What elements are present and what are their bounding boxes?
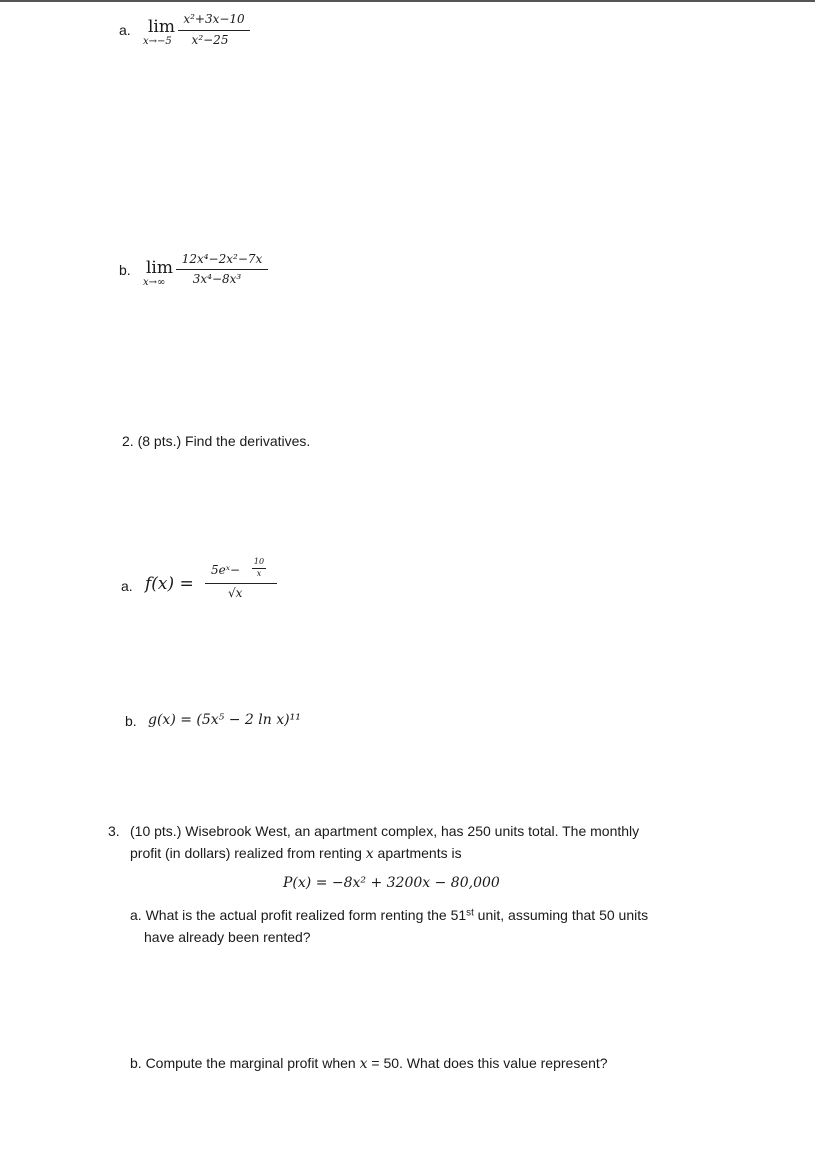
problem-3b-text: b. Compute the marginal profit when x = 50. What does this value represent? xyxy=(130,1055,608,1072)
profit-equation: P(x) = −8x² + 3200x − 80,000 xyxy=(283,875,500,891)
problem-1a-lim-subscript: x→−5 xyxy=(143,36,172,47)
problem-1b-lim: lim xyxy=(146,258,173,278)
problem-1b-numerator: 12x⁴−2x²−7x xyxy=(181,252,263,266)
problem-2a-small-denominator: x xyxy=(256,569,262,578)
problem-2a-label: a. xyxy=(121,578,133,594)
problem-2b-label: b. xyxy=(125,713,137,729)
problem-1a-label: a. xyxy=(119,22,131,38)
problem-2a-lhs: f(x) = xyxy=(145,574,194,594)
problem-1a-fraction-bar xyxy=(178,30,250,31)
problem-2-heading: 2. (8 pts.) Find the derivatives. xyxy=(122,433,311,449)
problem-3-intro-line1: (10 pts.) Wisebrook West, an apartment complex, has 250 units total. The monthly xyxy=(130,823,640,839)
problem-1b-denominator: 3x⁴−8x³ xyxy=(192,272,242,286)
problem-1a-lim: lim xyxy=(148,17,175,37)
problem-2a-numerator-main: 5eˣ− xyxy=(211,563,241,577)
problem-3a-line2: have already been rented? xyxy=(144,929,311,945)
problem-2a-fraction-bar xyxy=(205,583,277,584)
problem-1b-label: b. xyxy=(119,262,131,278)
problem-2b-equation: g(x) = (5x⁵ − 2 ln x)¹¹ xyxy=(148,712,301,728)
problem-1b-lim-subscript: x→∞ xyxy=(143,277,166,288)
top-rule xyxy=(0,0,815,2)
problem-2a-small-numerator: 10 xyxy=(253,557,265,566)
problem-3-number: 3. xyxy=(108,823,120,839)
problem-1a-numerator: x²+3x−10 xyxy=(183,12,245,26)
problem-3a-line1: a. What is the actual profit realized form renting the 51st unit, assuming that 50 units xyxy=(130,907,649,923)
problem-3-intro-line2: profit (in dollars) realized from renting x apartments is xyxy=(130,845,462,862)
problem-1b-fraction-bar xyxy=(176,269,268,270)
problem-1a-denominator: x²−25 xyxy=(191,33,229,47)
problem-2a-denominator: √x xyxy=(228,586,243,600)
